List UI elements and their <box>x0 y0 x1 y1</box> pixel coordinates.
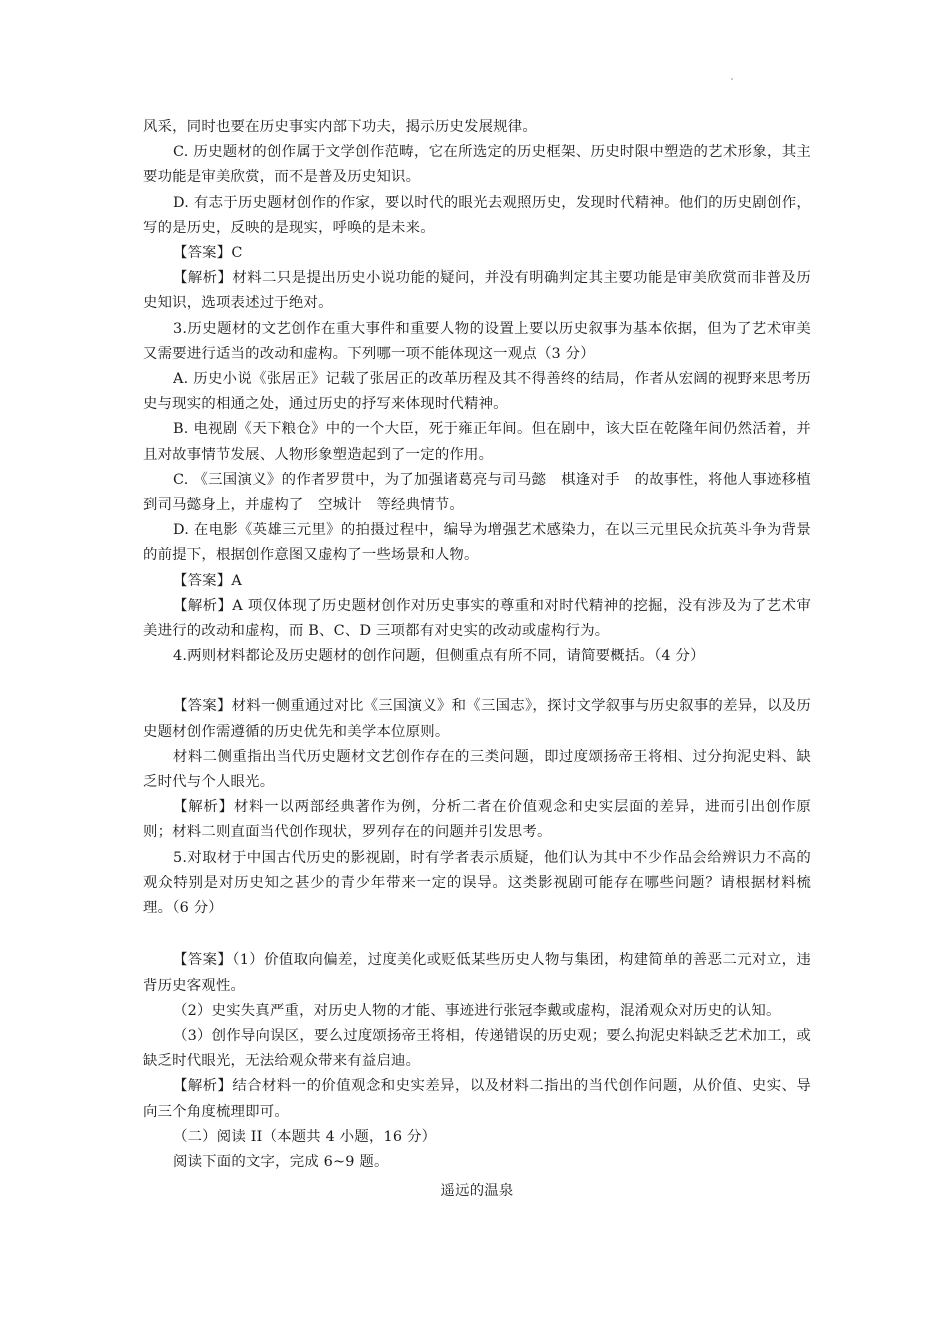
reading-instruction: 阅读下面的文字，完成 6~9 题。 <box>173 1153 389 1170</box>
page-speck <box>731 78 733 80</box>
q3-option-a: A. 历史小说《张居正》记载了张居正的改革历程及其不得善终的结局，作者从宏阔的视野来思考历史与现实的相通之处，通过历史的抒写来体现时代精神。 <box>143 371 811 413</box>
option-c: C. 历史题材的创作属于文学创作范畴，它在所选定的历史框架、历史时限中塑造的艺术形象，其主要功能是审美欣赏，而不是普及历史知识。 <box>143 144 811 186</box>
answer-q5-point-3: （3）创作导向误区，要么过度颂扬帝王将相，传递错误的历史观；要么拘泥史料缺乏艺术加工，或缺乏时代眼光，无法给观众带来有益启迪。 <box>143 1027 811 1070</box>
analysis-q2: 【解析】材料二只是提出历史小说功能的疑问，并没有明确判定其主要功能是审美欣赏而非普及历史知识，选项表述过于绝对。 <box>143 270 811 312</box>
q3-option-b: B. 电视剧《天下粮仓》中的一个大臣，死于雍正年间。但在剧中，该大臣在乾隆年间仍然活着，并且对故事情节发展、人物形象塑造起到了一定的作用。 <box>143 421 811 463</box>
document-body <box>143 115 811 1204</box>
passage-title: 遥远的温泉 <box>440 1183 514 1200</box>
question-4: 4.两则材料都论及历史题材的创作问题，但侧重点有所不同，请简要概括。（4 分） <box>173 648 705 665</box>
answer-q4: 【答案】材料一侧重通过对比《三国演义》和《三国志》，探讨文学叙事与历史叙事的差异，以及历史题材创作需遵循的历史优先和美学本位原则。 <box>143 698 811 740</box>
q3-option-c: C. 《三国演义》的作者罗贯中，为了加强诸葛亮与司马懿 棋逢对手 的故事性，将他人事迹移植到司马懿身上，并虚构了 空城计 等经典情节。 <box>143 471 811 514</box>
q3-option-d: D. 在电影《英雄三元里》的拍摄过程中，编导为增强艺术感染力，在以三元里民众抗英斗争为背景的前提下，根据创作意图又虚构了一些场景和人物。 <box>143 522 811 564</box>
answer-q3: 【答案】A <box>173 572 242 589</box>
section-heading: （二）阅读 II（本题共 4 小题，16 分） <box>173 1128 437 1145</box>
paragraph-continuation: 风采，同时也要在历史事实内部下功夫，揭示历史发展规律。 <box>143 119 537 135</box>
option-d: D. 有志于历史题材创作的作家，要以时代的眼光去观照历史，发现时代精神。他们的历史剧创作，写的是历史，反映的是现实，呼唤的是未来。 <box>143 194 811 236</box>
analysis-q4: 【解析】材料一以两部经典著作为例，分析二者在价值观念和史实层面的差异，进而引出创作原则；材料二则直面当代创作现状，罗列存在的问题并引发思考。 <box>143 799 811 841</box>
analysis-q5: 【解析】结合材料一的价值观念和史实差异，以及材料二指出的当代创作问题，从价值、史实、导向三个角度梳理即可。 <box>143 1078 811 1120</box>
question-3: 3.历史题材的文艺创作在重大事件和重要人物的设置上要以历史叙事为基本依据，但为了艺术审美又需要进行适当的改动和虚构。下列哪一项不能体现这一观点（3 分） <box>143 320 811 362</box>
analysis-q3: 【解析】A 项仅体现了历史题材创作对历史事实的尊重和对时代精神的挖掘，没有涉及为了艺术审美进行的改动和虚构，而 B、C、D 三项都有对史实的改动或虚构行为。 <box>143 597 811 640</box>
question-5: 5.对取材于中国古代历史的影视剧，时有学者表示质疑，他们认为其中不少作品会给辨识力不高的观众特别是对历史知之甚少的青少年带来一定的误导。这类影视剧可能存在哪些问题？请根据材料梳理。（6 分） <box>143 849 811 917</box>
answer-q4-continued: 材料二侧重指出当代历史题材文艺创作存在的三类问题，即过度颂扬帝王将相、过分拘泥史料、缺乏时代与个人眼光。 <box>143 748 811 791</box>
answer-q5-point-2: （2）史实失真严重，对历史人物的才能、事迹进行张冠李戴或虚构，混淆观众对历史的认知。 <box>173 1002 781 1019</box>
answer-q2: 【答案】C <box>173 245 243 262</box>
answer-q5-point-1: 【答案】（1）价值取向偏差，过度美化或贬低某些历史人物与集团，构建简单的善恶二元对立，违背历史客观性。 <box>143 952 811 994</box>
